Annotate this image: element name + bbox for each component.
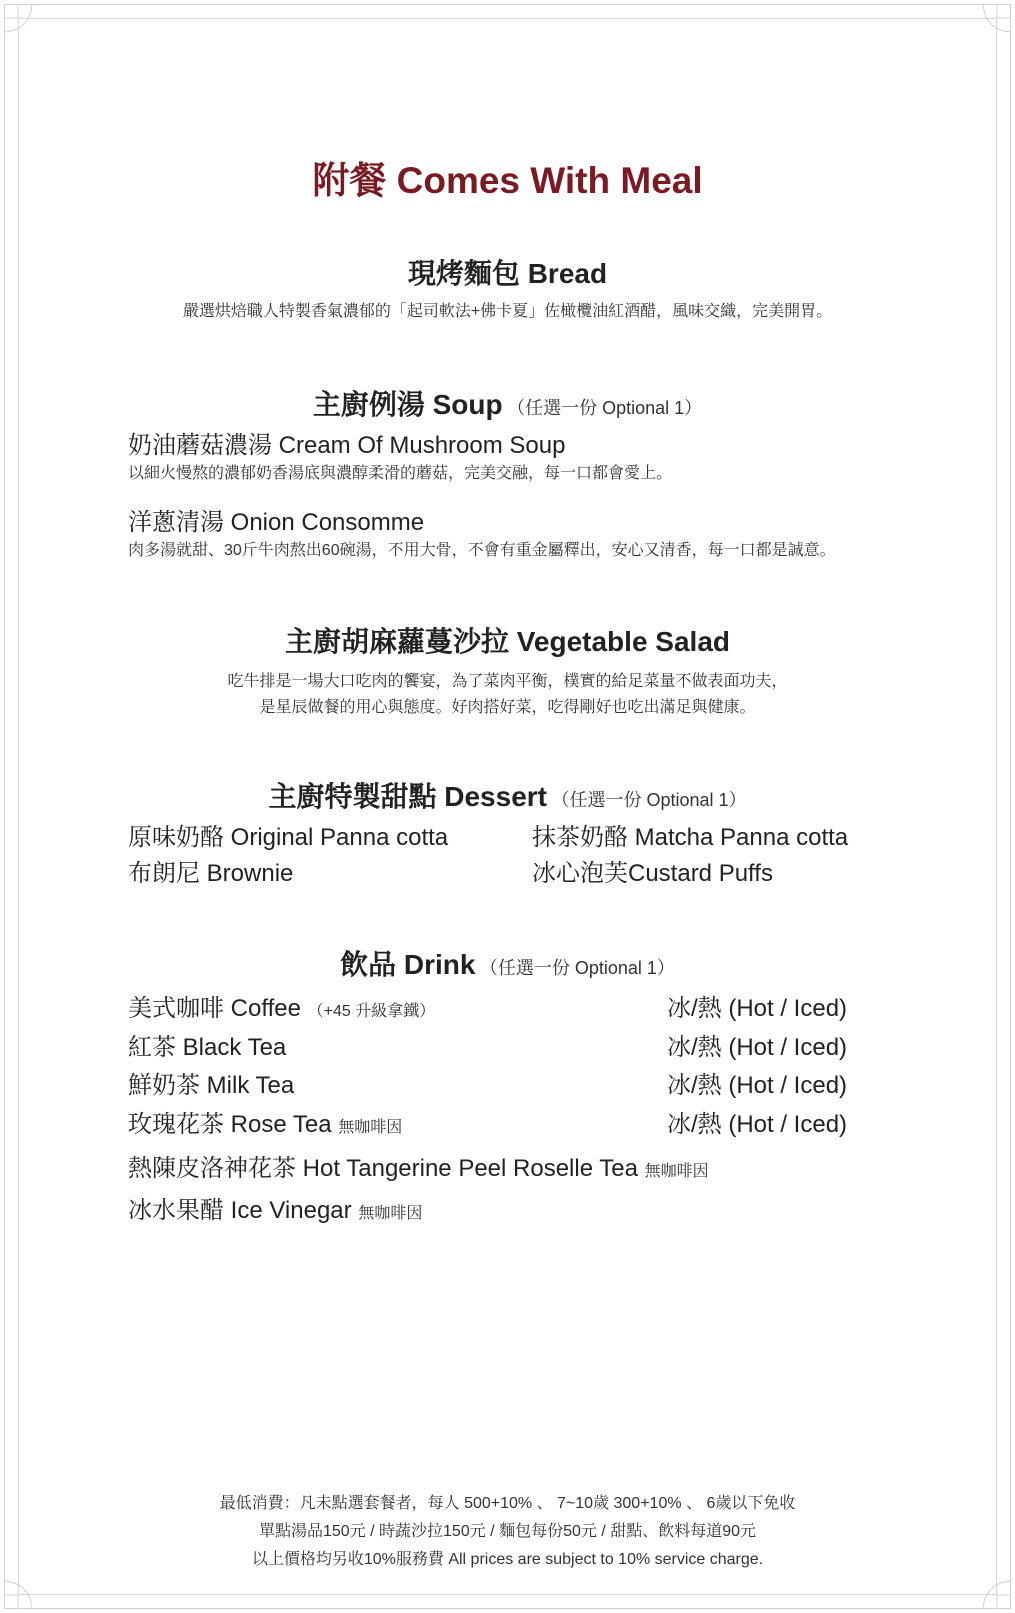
bread-description: 嚴選烘焙職人特製香氣濃郁的「起司軟法+佛卡夏」佐橄欖油紅酒醋，風味交織，完美開胃。 (182, 303, 833, 320)
drink-item-note: 無咖啡因 (338, 1119, 403, 1136)
drink-optional: （任選一份 Optional 1） (479, 958, 675, 978)
dessert-title: 主廚特製甜點 Dessert (268, 781, 547, 812)
drink-item (128, 1065, 294, 1100)
drink-item (128, 1027, 286, 1062)
soup-optional: （任選一份 Optional 1） (507, 398, 703, 418)
dessert-item: 冰心泡芙Custard Puffs (532, 860, 773, 887)
drink-item-note: （+45 升級拿鐵） (307, 1003, 436, 1020)
dessert-item: 原味奶酪 Original Panna cotta (128, 824, 449, 851)
page-title: 附餐 Comes With Meal (312, 160, 703, 201)
drink-item-name: 美式咖啡 Coffee (128, 995, 301, 1022)
drink-temp-option: 冰/熱 (Hot / Iced) (667, 1034, 848, 1061)
soup-heading (0, 383, 1015, 423)
drink-item-name: 熱陳皮洛神花茶 Hot Tangerine Peel Roselle Tea (128, 1155, 638, 1182)
drink-item-note: 無咖啡因 (358, 1205, 423, 1222)
drink-item-name: 鮮奶茶 Milk Tea (128, 1072, 295, 1099)
drink-heading (0, 943, 1015, 983)
soup-item-name: 洋蔥清湯 Onion Consomme (128, 509, 425, 536)
drink-temp-option: 冰/熱 (Hot / Iced) (667, 995, 848, 1022)
soup-item-desc: 肉多湯就甜、30斤牛肉熬出60碗湯，不用大骨，不會有重金屬釋出，安心又清香，每一口都是誠意。 (128, 542, 836, 559)
footer-minimum-charge: 最低消費：凡未點選套餐者，每人 500+10% 、 7~10歲 300+10% 、 6歲以下免收 (219, 1495, 796, 1512)
drink-title: 飲品 Drink (340, 949, 476, 980)
corner-ornament-icon (971, 1569, 1011, 1609)
dessert-item: 布朗尼 Brownie (128, 860, 294, 887)
bread-title: 現烤麵包 Bread (407, 258, 608, 289)
soup-item-desc: 以細火慢熬的濃郁奶香湯底與濃醇柔滑的蘑菇，完美交融，每一口都會愛上。 (128, 465, 673, 482)
drink-item-name: 玫瑰花茶 Rose Tea (128, 1111, 332, 1138)
footer-service-charge: 以上價格均另收10%服務費 All prices are subject to 10% service charge. (251, 1551, 764, 1568)
drink-item (128, 988, 435, 1023)
footer-a-la-carte-prices: 單點湯品150元 / 時蔬沙拉150元 / 麵包每份50元 / 甜點、飲料每道90元 (259, 1523, 756, 1540)
drink-item-name: 紅茶 Black Tea (128, 1034, 287, 1061)
soup-item-name: 奶油蘑菇濃湯 Cream Of Mushroom Soup (128, 432, 566, 459)
dessert-heading (0, 775, 1015, 815)
salad-title: 主廚胡麻蘿蔓沙拉 Vegetable Salad (285, 626, 730, 657)
salad-description-line2: 是星辰做餐的用心與態度。好肉搭好菜，吃得剛好也吃出滿足與健康。 (259, 699, 756, 716)
drink-item (128, 1190, 422, 1225)
drink-item-name: 冰水果醋 Ice Vinegar (128, 1197, 352, 1224)
salad-description-line1: 吃牛排是一場大口吃肉的饗宴，為了菜肉平衡，樸實的給足菜量不做表面功夫， (227, 673, 788, 690)
drink-temp-option: 冰/熱 (Hot / Iced) (667, 1072, 848, 1099)
corner-ornament-icon (4, 1569, 44, 1609)
corner-ornament-icon (971, 4, 1011, 44)
drink-temp-option: 冰/熱 (Hot / Iced) (667, 1111, 848, 1138)
drink-item (128, 1148, 709, 1183)
corner-ornament-icon (4, 4, 44, 44)
soup-title: 主廚例湯 Soup (312, 389, 503, 420)
drink-item-note: 無咖啡因 (644, 1163, 709, 1180)
drink-item (128, 1104, 402, 1139)
dessert-optional: （任選一份 Optional 1） (551, 790, 747, 810)
dessert-item: 抹茶奶酪 Matcha Panna cotta (532, 824, 849, 851)
